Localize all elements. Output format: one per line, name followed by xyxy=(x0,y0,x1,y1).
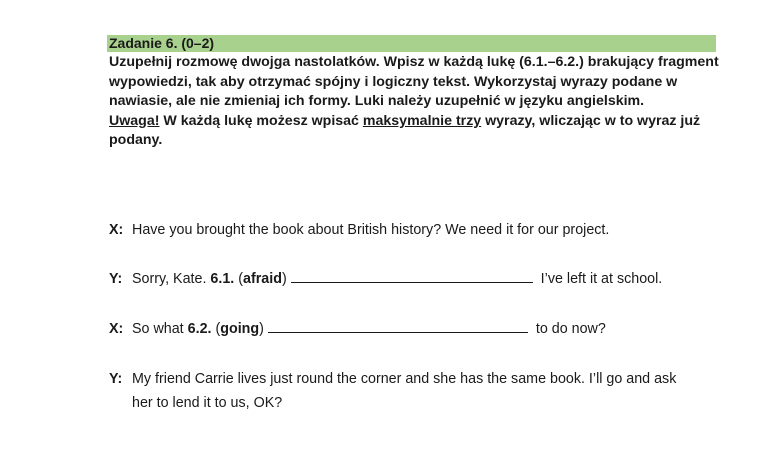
keyword-open: ( xyxy=(234,271,243,287)
dialogue-text: My friend Carrie lives just round the corner and she has the same book. I’ll go and ask xyxy=(132,371,677,387)
note-part-1: W każdą lukę możesz wpisać xyxy=(159,112,363,129)
speaker-label: Y: xyxy=(109,371,123,387)
answer-blank-6-1[interactable] xyxy=(291,269,533,283)
note-text xyxy=(109,112,719,151)
dialogue-text-after: I’ve left it at school. xyxy=(536,271,663,287)
gap-number: 6.2. xyxy=(187,321,212,337)
dialogue-text-before: So what xyxy=(132,321,188,337)
dialogue-text-before: Sorry, Kate. xyxy=(132,271,211,287)
keyword-close: ) xyxy=(281,271,287,287)
dialogue-text: Have you brought the book about British history? We need it for our project. xyxy=(132,222,610,238)
note-emphasis: maksymalnie trzy xyxy=(362,112,482,129)
instruction-text: Uzupełnij rozmowę dwojga nastolatków. Wpisz w każdą lukę (6.1.–6.2.) brakujący fragment wypowiedzi, tak aby otrzymać spójny i logiczny tekst. Wykorzystaj wyrazy podane w nawiasie, ale nie zmieniaj ich formy. Luki należy uzupełnić w języku angielskim. xyxy=(109,54,719,110)
answer-blank-6-2[interactable] xyxy=(268,319,528,333)
dialogue-text-after: to do now? xyxy=(531,321,606,337)
dialogue-line-4 xyxy=(109,367,676,415)
dialogue-line-3 xyxy=(109,317,606,341)
dialogue-text-continued: her to lend it to us, OK? xyxy=(132,395,283,411)
keyword-close: ) xyxy=(259,321,264,337)
keyword-open: ( xyxy=(211,321,221,337)
dialogue-line-2 xyxy=(109,267,662,291)
speaker-label: Y: xyxy=(109,271,123,287)
gap-number: 6.1. xyxy=(210,271,235,287)
speaker-label: X: xyxy=(109,222,124,238)
keyword: going xyxy=(220,321,260,337)
dialogue-line-1 xyxy=(109,218,609,242)
note-label: Uwaga! xyxy=(109,112,160,129)
speaker-label: X: xyxy=(109,321,124,337)
keyword: afraid xyxy=(243,271,282,287)
note-part-2: wyrazy, wliczając w to wyraz już podany. xyxy=(109,112,701,149)
task-title: Zadanie 6. (0–2) xyxy=(107,35,716,52)
task-instructions xyxy=(109,53,719,151)
